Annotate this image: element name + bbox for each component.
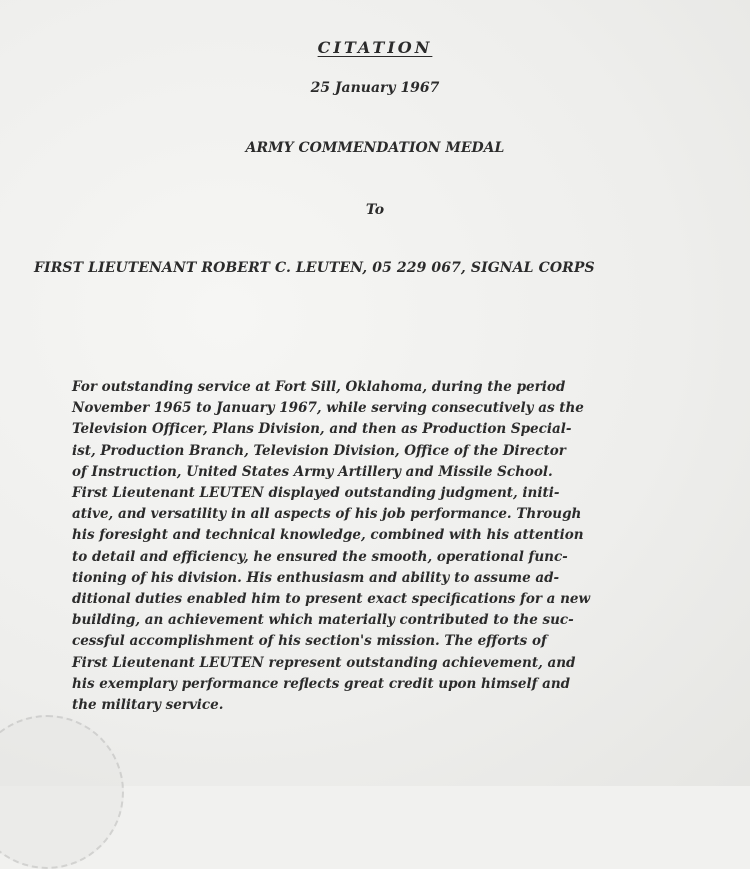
body-line: ative, and versatility in all aspects of his job performance. Through xyxy=(72,506,582,523)
body-line: November 1965 to January 1967, while serving consecutively as the xyxy=(72,400,584,417)
award-name: ARMY COMMENDATION MEDAL xyxy=(245,140,505,156)
body-line: tioning of his division. His enthusiasm and ability to assume ad- xyxy=(72,569,560,586)
body-line: building, an achievement which materially contributed to the suc- xyxy=(72,612,574,629)
body-line: First Lieutenant LEUTEN displayed outstanding judgment, initi- xyxy=(72,485,560,502)
citation-body xyxy=(72,377,662,716)
body-line: ditional duties enabled him to present exact specifications for a new xyxy=(72,591,591,608)
body-line: the military service. xyxy=(72,697,224,714)
body-line: For outstanding service at Fort Sill, Oklahoma, during the period xyxy=(72,379,566,395)
body-line: First Lieutenant LEUTEN represent outstanding achievement, and xyxy=(72,654,576,671)
citation-title: CITATION xyxy=(317,38,433,57)
body-line: ist, Production Branch, Television Division, Office of the Director xyxy=(72,442,566,459)
body-line: Television Officer, Plans Division, and then as Production Special- xyxy=(72,421,572,438)
body-line: to detail and efficiency, he ensured the smooth, operational func- xyxy=(72,548,568,565)
body-line: of Instruction, United States Army Artillery and Missile School. xyxy=(72,463,553,480)
body-line: cessful accomplishment of his section's mission. The efforts of xyxy=(72,633,547,650)
citation-date: 25 January 1967 xyxy=(310,80,440,96)
body-line: his foresight and technical knowledge, combined with his attention xyxy=(72,527,584,544)
body-line: his exemplary performance reflects great credit upon himself and xyxy=(72,675,571,692)
embossed-seal xyxy=(0,715,124,869)
recipient-line: FIRST LIEUTENANT ROBERT C. LEUTEN, 05 229 067, SIGNAL CORPS xyxy=(34,260,595,276)
to-label: To xyxy=(365,202,385,218)
